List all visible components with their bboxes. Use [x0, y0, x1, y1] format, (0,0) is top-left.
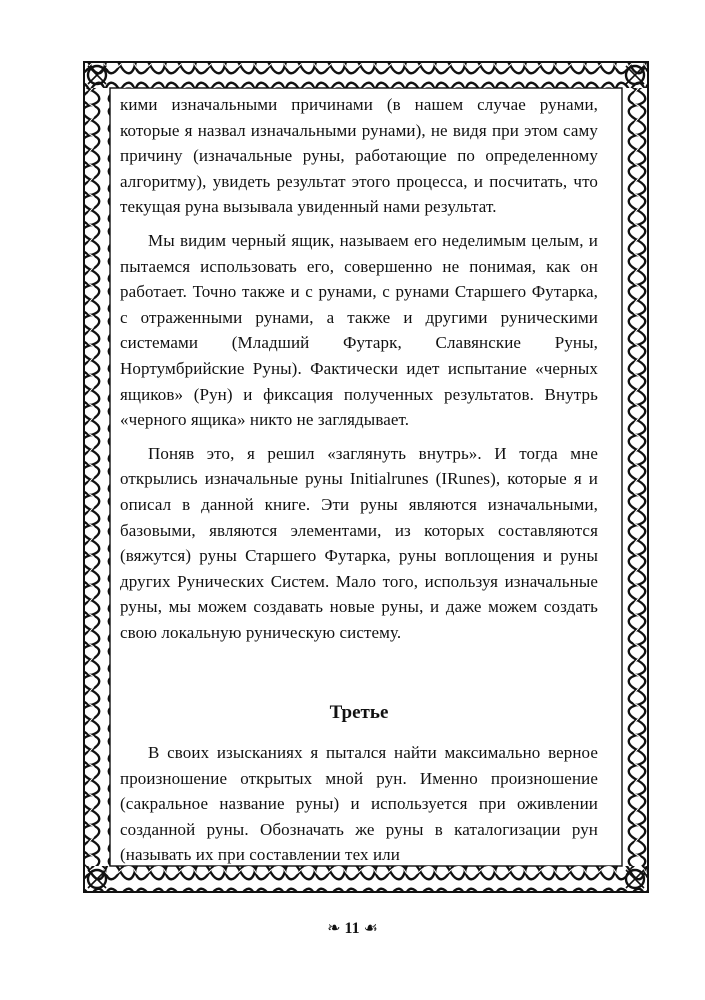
body-text-top	[120, 92, 598, 645]
paragraph-continuation: кими изначальными причинами (в нашем случае рунами, которые я назвал изначальными рунами), не видя при этом саму причину (изначальные руны, работающие по определенному алгоритму), увидеть результат этого процесса, и посчитать, что текущая руна вызывала увиденный нами результат.	[120, 95, 598, 217]
section-heading: Третье	[329, 702, 389, 723]
body-text-bottom	[120, 740, 598, 868]
left-ornament-icon: ❧	[327, 920, 341, 937]
page-number: 11	[344, 920, 360, 937]
paragraph-black-box: Мы видим черный ящик, называем его неделимым целым, и пытаемся использовать его, совершенно не понимая, как он работает. Точно также и с рунами, с рунами Старшего Футарка, с отраженными рунами, а также и другими руническими системами (Младший Футарк, Славянские Руны, Нортумбрийские Руны). Фактически идет испытание «черных ящиков» (Рун) и фиксация полученных результатов. Внутрь «черного ящика» никто не заглядывает.	[120, 230, 598, 430]
page-number-footer	[0, 918, 705, 938]
paragraph-pronunciation: В своих изысканиях я пытался найти максимально верное произношение открытых мной рун. Именно произношение (сакральное название руны) и используется при оживлении созданной руны. Обозначать же руны в каталогизации рун (называть их при составлении тех или	[120, 743, 598, 865]
right-ornament-icon: ☙	[363, 920, 378, 937]
paragraph-look-inside: Поняв это, я решил «заглянуть внутрь». И тогда мне открылись изначальные руны Initialrunes (IRunes), которые я и описал в данной книге. Эти руны являются изначальными, базовыми, являются элементами, из которых составляются (вяжутся) руны Старшего Футарка, руны воплощения и руны других Рунических Систем. Мало того, используя изначальные руны, мы можем создавать новые руны, и даже можем создать свою локальную руническую систему.	[120, 443, 598, 642]
